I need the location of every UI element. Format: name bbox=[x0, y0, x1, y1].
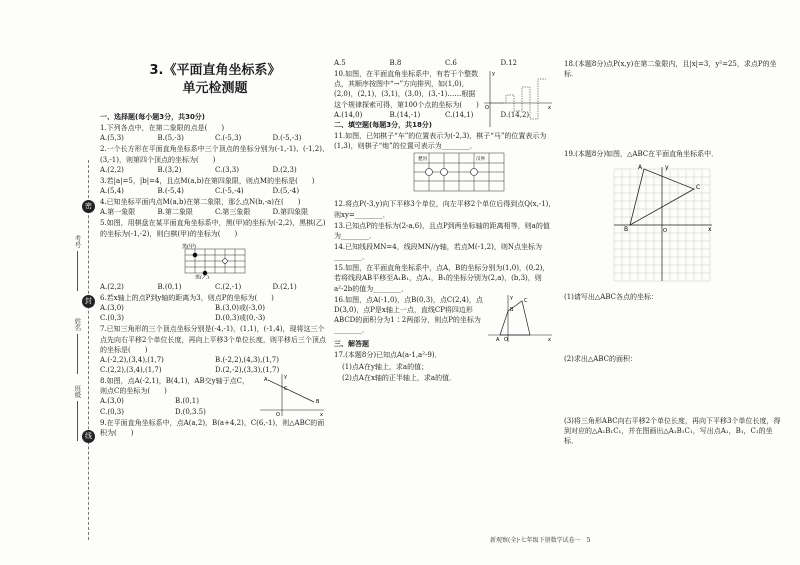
option[interactable]: C.(-5,3) bbox=[215, 134, 242, 143]
question-17: 17.(本题8分)已知点A(a-1,a²-9)． bbox=[334, 351, 442, 360]
option[interactable]: D.第四象限 bbox=[272, 208, 309, 217]
option[interactable]: B.8 bbox=[389, 59, 402, 67]
label-c: C bbox=[284, 386, 288, 393]
label-y: y bbox=[510, 294, 513, 301]
label-o: O bbox=[485, 105, 489, 112]
option[interactable]: A.(5,3) bbox=[100, 134, 124, 143]
question-10-block bbox=[334, 69, 556, 110]
question-16-block bbox=[334, 294, 556, 343]
question-9-options bbox=[334, 58, 556, 68]
question-6: 6.若x轴上的点P到y轴的距离为3，则点P的坐标为( ) bbox=[100, 293, 274, 302]
q16-figure bbox=[486, 293, 556, 343]
label-c: C bbox=[524, 297, 528, 304]
option[interactable]: A.(2,2) bbox=[100, 282, 124, 291]
option[interactable]: A.(14,0) bbox=[334, 110, 363, 119]
option[interactable]: A.(3,0) bbox=[100, 304, 124, 313]
white-stone-jia bbox=[223, 258, 228, 263]
exam-no-field: 考号 bbox=[72, 235, 81, 291]
option[interactable]: C.第三象限 bbox=[215, 208, 251, 217]
label-x: x bbox=[548, 336, 551, 343]
label-o: O bbox=[276, 412, 280, 418]
border-label: 汉界 bbox=[476, 157, 485, 163]
page-title: 3.《平面直角坐标系》 bbox=[149, 63, 281, 78]
option[interactable]: C.(14,1) bbox=[445, 110, 474, 119]
option[interactable]: D.(2,3) bbox=[272, 165, 297, 174]
option[interactable]: C.6 bbox=[445, 59, 457, 67]
question-2-options bbox=[100, 165, 330, 175]
seal-mark-feng: 封 bbox=[82, 295, 95, 308]
question-14: 14.已知线段MN=4，线段MN//y轴，若点M(-1,2)，则N点坐标为________． bbox=[334, 242, 542, 262]
option[interactable]: B.(5,-3) bbox=[157, 134, 184, 143]
option[interactable]: A.(2,2) bbox=[100, 165, 124, 174]
question-8-options bbox=[100, 396, 250, 416]
chess-piece-ju bbox=[426, 169, 433, 176]
option[interactable]: B.(-2,2),(4,3),(1,7) bbox=[215, 355, 279, 364]
column-2 bbox=[334, 58, 556, 383]
label-c: C bbox=[696, 184, 701, 192]
q8-figure bbox=[258, 372, 328, 417]
option[interactable]: B.(3,0)或(-3,0) bbox=[215, 304, 265, 313]
go-board-figure bbox=[100, 239, 330, 279]
option[interactable]: A.第一象限 bbox=[100, 208, 136, 217]
go-board-grid bbox=[185, 249, 245, 273]
question-5: 5.如图，用棋盘在某平面直角坐标系中，黑(甲)的坐标为(-2,2)，黑棋(乙)的坐标为(-1,-2)，则白棋(甲)的坐标为( ) bbox=[100, 219, 326, 238]
option[interactable]: B.(-5,4) bbox=[157, 186, 184, 195]
question-12: 12.将点P(-3,y)向下平移3个单位，向左平移2个单位后得到点Q(x,-1)，则xy=________． bbox=[334, 200, 556, 219]
question-17-part-2: (2)点A在x轴的正半轴上，求a的值． bbox=[342, 373, 457, 382]
section-heading-fill: 二、填空题(每题3分，共18分) bbox=[334, 120, 433, 129]
question-6-options bbox=[100, 303, 330, 323]
question-3: 3.若|a|=5，|b|=4，且点M(a,b)在第四象限，则点M的坐标是( ) bbox=[100, 176, 315, 185]
option[interactable]: A.5 bbox=[334, 59, 346, 67]
label-x: x bbox=[548, 105, 551, 112]
question-19-part-3: (3)将三角形ABC向右平移2个单位长度，再向下平移3个单位长度，得到对应的△A₁B₁C₁，并在图画出△A₁B₁C₁，写出点A₁，B₁，C₁的坐标． bbox=[564, 416, 781, 446]
option[interactable]: B.(14,-1) bbox=[389, 110, 421, 119]
question-1: 1.下列各点中，在第二象限的点是( ) bbox=[100, 124, 225, 133]
question-13: 13.已知点P的坐标为(2-a,6)，且点P到两坐标轴的距离相等，则a的值为________． bbox=[334, 221, 550, 240]
label-a: A bbox=[496, 336, 500, 343]
label-x: x bbox=[320, 412, 323, 418]
question-19-part-2: (2)求出△ABC的面积： bbox=[564, 354, 637, 363]
figure-label-bottom: 黑(乙) bbox=[195, 274, 209, 279]
label-a: A bbox=[264, 377, 268, 384]
question-4-options bbox=[100, 207, 330, 217]
column-3 bbox=[564, 58, 784, 446]
page-footer: 新观察(全)·七年级下册数学试卷一 5 bbox=[490, 537, 591, 544]
question-19: 19.(本题8分)如图，△ABC在平面直角坐标系中． bbox=[564, 150, 719, 159]
page-subtitle: 单元检测题 bbox=[182, 81, 248, 96]
option[interactable]: D.12 bbox=[500, 59, 517, 67]
option[interactable]: C.(0,3) bbox=[100, 314, 124, 323]
class-field: 班级 bbox=[72, 385, 81, 441]
option[interactable]: A.(5,4) bbox=[100, 186, 124, 195]
q10-figure bbox=[482, 69, 554, 129]
section-heading-answer: 三、解答题 bbox=[334, 340, 369, 349]
option[interactable]: D.(5,-4) bbox=[272, 186, 300, 195]
column-1 bbox=[100, 112, 330, 438]
option[interactable]: C.(-5,-4) bbox=[215, 186, 244, 195]
question-2: 2.一个长方形在平面直角坐标系中三个顶点的坐标分别为(-1,-1)、(-1,2)、(3,-1)，则第四个顶点的坐标为( ) bbox=[100, 145, 329, 164]
river-label: 楚河 bbox=[418, 157, 427, 163]
seal-mark-mi: 密 bbox=[82, 200, 95, 213]
question-7: 7.已知三角形的三个顶点坐标分别是(-4,-1)，(1,1)，(-1,4)，现将这三个点先向右平移2个单位长度，再向上平移3个单位长度，则平移后三个顶点的坐标是( ) bbox=[100, 325, 326, 354]
option[interactable]: C.(2,-1) bbox=[215, 282, 242, 291]
binding-margin bbox=[0, 0, 100, 565]
question-19-part-1: (1)请写出△ABC各点的坐标： bbox=[564, 292, 658, 301]
label-y: y bbox=[492, 71, 495, 78]
label-o: O bbox=[504, 336, 508, 343]
chess-board-figure bbox=[334, 151, 556, 195]
label-x: x bbox=[708, 226, 712, 234]
question-5-options bbox=[100, 282, 330, 292]
option[interactable]: A.(3,0) bbox=[100, 397, 124, 406]
label-y: y bbox=[284, 374, 287, 381]
question-10: 10.如图，在平面直角坐标系中，有若干个整数点，其顺序按图中“→”方向排列，如(1,0)，(2,0)，(2,1)，(3,1)，(3,0)，(3,-1)……根据这个规律探索可得，第100个点的坐标为( ) bbox=[334, 70, 479, 109]
option[interactable]: A.(-2,2),(3,4),(1,7) bbox=[100, 355, 164, 364]
question-15: 15.如图，在平面直角坐标系中，点A，B的坐标分别为(1,0)，(0,2)，若将线段AB平移至A₁B₁，点A₁，B₁的坐标分别为(2,a)，(b,3)，则a²-2b的值为________． bbox=[334, 264, 550, 293]
option[interactable]: C.(2,2),(3,4),(1,7) bbox=[100, 365, 162, 374]
label-o: O bbox=[663, 228, 667, 235]
option[interactable]: C.(3,3) bbox=[215, 165, 239, 174]
chess-piece-pao bbox=[441, 169, 448, 176]
question-9: 9.在平面直角坐标系中，点A(a,2)，B(a+4,2)，C(6,-1)，则△ABC的面积为( ) bbox=[100, 418, 325, 437]
option[interactable]: D.(0,3)或(0,-3) bbox=[215, 314, 266, 323]
q19-grid-figure bbox=[564, 159, 784, 284]
question-11: 11.如图，已知棋子“车”的位置表示为(-2,3)，棋子“马”的位置表示为(1,3)，则棋子“炮”的位置可表示为________． bbox=[334, 131, 547, 151]
question-16: 16.如图，点A(-1,0)，点B(0,3)，点C(2,4)，点D(3,0)，点P是x轴上一点，直线CP将四边形ABCD的面积分为1∶2两部分，则点P的坐标为________． bbox=[334, 295, 483, 335]
question-1-options bbox=[100, 133, 330, 143]
label-b: B bbox=[316, 399, 320, 406]
option[interactable]: C.(0,3) bbox=[100, 407, 124, 416]
question-8: 8.如图，点A(-2,1)，B(4,1)，AB交y轴于点C，则点C的坐标为( ) bbox=[100, 377, 249, 396]
question-18: 18.(本题8分)点P(x,y)在第二象限内，且|x|=3，y²=25，求点P的坐标． bbox=[564, 60, 777, 79]
option[interactable]: B.(0,1) bbox=[157, 282, 182, 291]
figure-label-top: 黑(甲) bbox=[182, 243, 196, 250]
option[interactable]: B.(3,2) bbox=[157, 165, 182, 174]
option[interactable]: D.(0,3.5) bbox=[175, 407, 206, 416]
option[interactable]: D.(14,2) bbox=[500, 110, 530, 119]
question-17-part-1: (1)点A在y轴上，求a的值； bbox=[342, 362, 429, 371]
chess-piece-ma bbox=[471, 169, 478, 176]
label-y: y bbox=[665, 164, 669, 172]
option[interactable]: D.(2,-2),(3,3),(1,7) bbox=[215, 365, 280, 374]
label-a: A bbox=[638, 164, 643, 172]
label-b: B bbox=[624, 226, 629, 234]
option[interactable]: B.(0,1) bbox=[175, 397, 199, 406]
seal-line bbox=[88, 160, 89, 540]
label-b: B bbox=[510, 306, 514, 313]
option[interactable]: D.(-5,-3) bbox=[272, 134, 302, 143]
question-4: 4.已知坐标平面内点M(a,b)在第二象限，那么点N(b,-a)在( ) bbox=[100, 198, 301, 207]
option[interactable]: D.(2,1) bbox=[272, 282, 297, 291]
option[interactable]: B.第二象限 bbox=[157, 208, 193, 217]
name-field: 姓名 bbox=[72, 318, 81, 374]
section-heading-choice: 一、选择题(每小题3分，共30分) bbox=[100, 113, 206, 121]
black-stone-jia bbox=[193, 252, 198, 257]
seal-mark-xian: 线 bbox=[82, 430, 95, 443]
question-3-options bbox=[100, 186, 330, 196]
